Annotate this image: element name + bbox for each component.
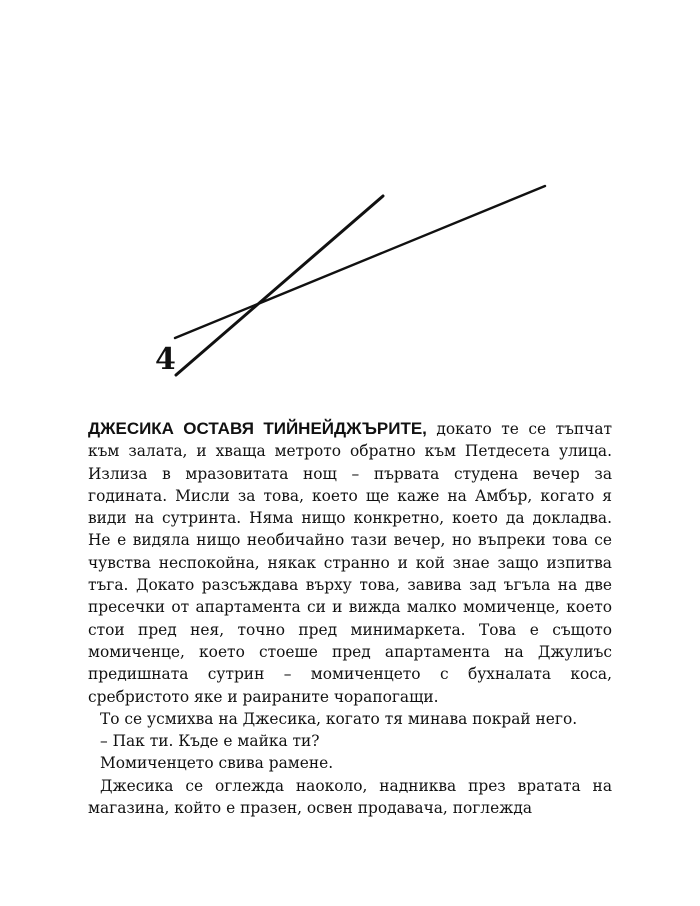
chapter-body bbox=[88, 418, 612, 819]
paragraph-opening bbox=[88, 418, 612, 708]
paragraph: То се усмихва на Джесика, когато тя минава покрай него. bbox=[100, 709, 578, 728]
paragraph-text: докато те се тъпчат към залата, и хваща метрото обратно към Петдесета улица. Излиза в мразовитата нощ – първата студена вечер за годината. Мисли за това, което ще каже на Амбър, когато я види на сутринта. Няма нищо конкретно, което да докладва. Не е видяла нищо необичайно тази вечер, но въпреки това се чувства неспокойна, някак странно и кой знае защо изпитва тъга. Докато разсъждава върху това, завива зад ъгъла на две пресечки от апартамента си и вижда малко момиченце, което стои пред нея, точно пред минимаркета. Това е същото момиченце, което стоеше пред апартамента на Джулиъс предишната сутрин – момиченцето с бухналата коса, сребристото яке и раираните чорапогащи. bbox=[88, 420, 613, 706]
ornament-line-steep bbox=[176, 196, 383, 375]
ornament-line-shallow bbox=[175, 186, 545, 338]
paragraph: Джесика се оглежда наоколо, надниква през вратата на магазина, който е празен, освен продавача, поглежда bbox=[88, 776, 612, 818]
dialogue-line: – Пак ти. Къде е майка ти? bbox=[100, 732, 320, 751]
paragraph: Момиченцето свива рамене. bbox=[100, 754, 334, 773]
chapter-lead-in: ДЖЕСИКА ОСТАВЯ ТИЙНЕЙДЖЪРИТЕ, bbox=[88, 419, 427, 438]
chapter-number: 4 bbox=[155, 342, 176, 377]
